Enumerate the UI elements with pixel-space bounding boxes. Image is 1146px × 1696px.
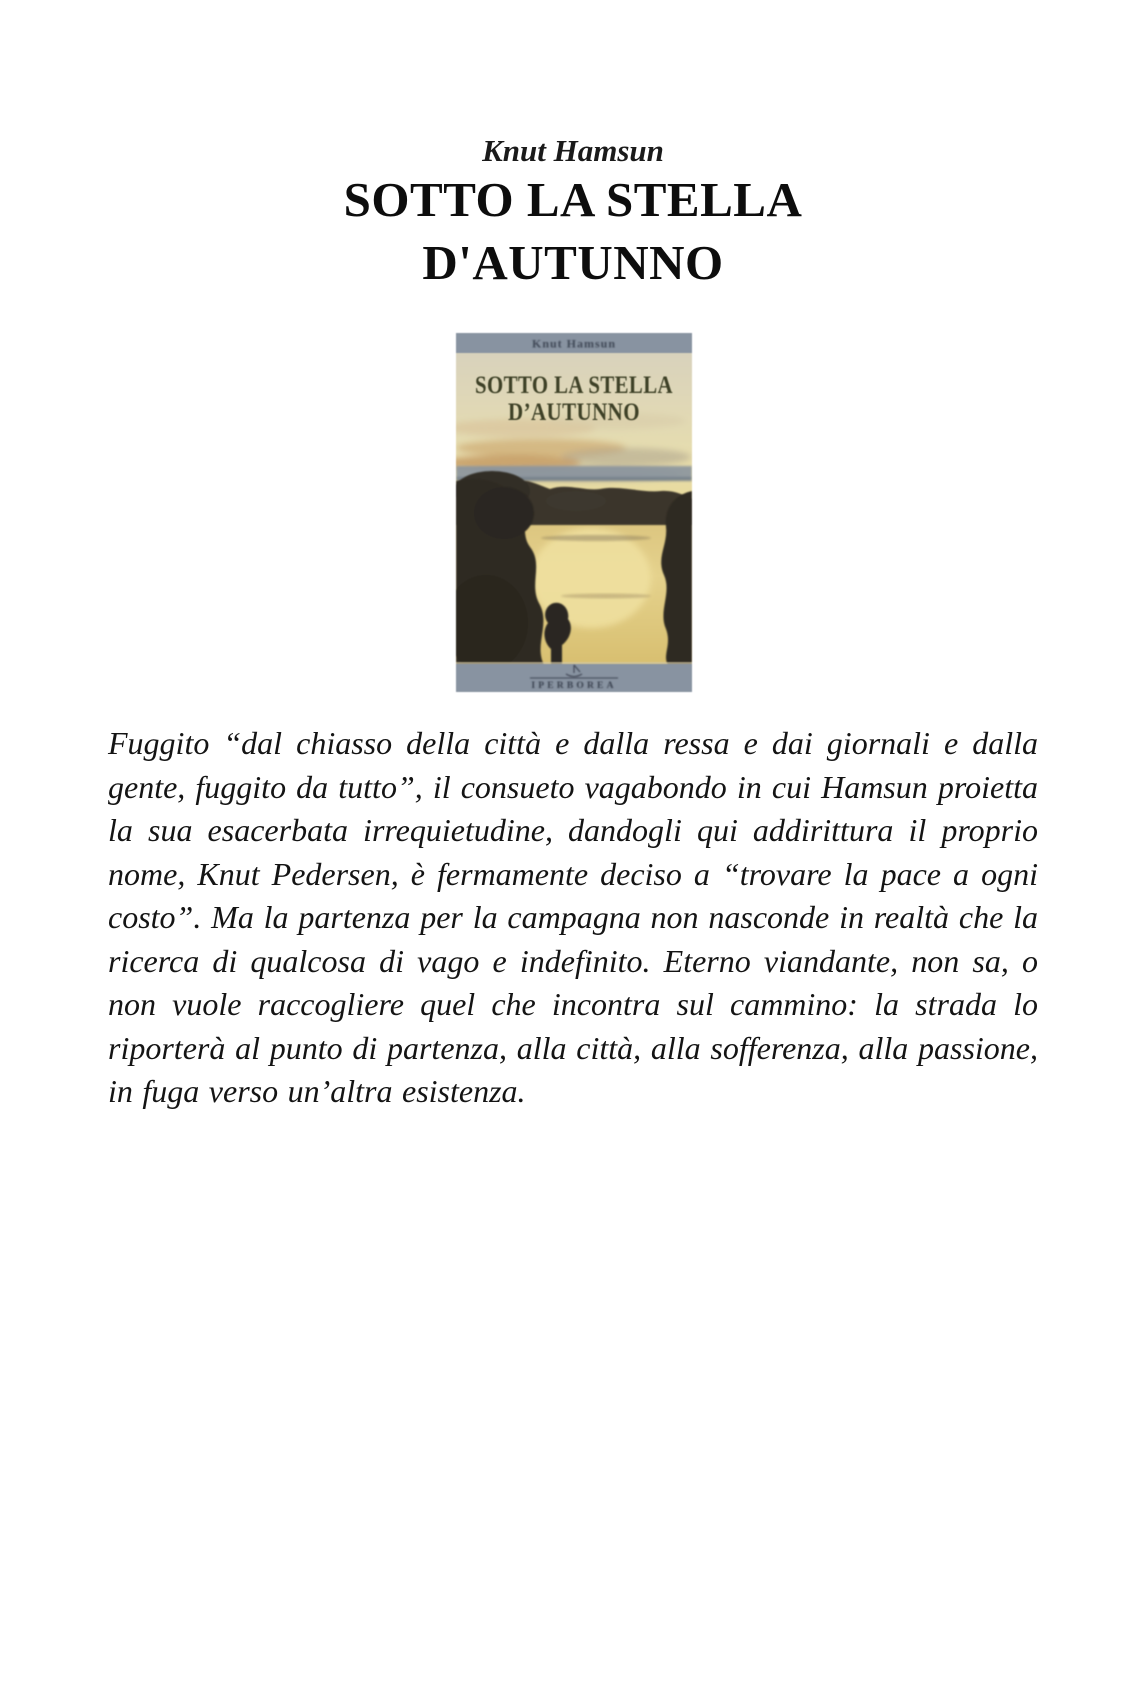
cover-publisher-name: IPERBOREA (531, 681, 617, 691)
cover-shore-line (456, 662, 692, 664)
book-title (0, 168, 1146, 294)
cover-title-line-1: SOTTO LA STELLA (475, 372, 673, 399)
cover-illustration (456, 333, 692, 692)
title-line-1: SOTTO LA STELLA (343, 172, 803, 227)
cover-title-line-2: D’AUTUNNO (508, 399, 640, 426)
book-author: Knut Hamsun (482, 133, 664, 168)
book-cover-image (456, 333, 692, 692)
title-line-2: D'AUTUNNO (422, 235, 724, 290)
cover-author-text: Knut Hamsun (531, 336, 617, 351)
book-description: Fuggito “dal chiasso della città e dalla ressa e dai giornali e dalla gente, fuggito da tutto”, il consueto vagabondo in cui Hamsun proietta la sua esacerbata irrequietudine, dandogli qui addirittura il proprio nome, Knut Pedersen, è fermamente deciso a “trovare la pace a ogni costo”. Ma la partenza per la campagna non nasconde in realtà che la ricerca di qualcosa di vago e indefinito. Eterno viandante, non sa, o non vuole raccogliere quel che incontra sul cammino: la strada lo riporterà al punto di partenza, alla città, alla sofferenza, alla passione, in fuga verso un’altra esistenza. (108, 725, 1038, 1109)
